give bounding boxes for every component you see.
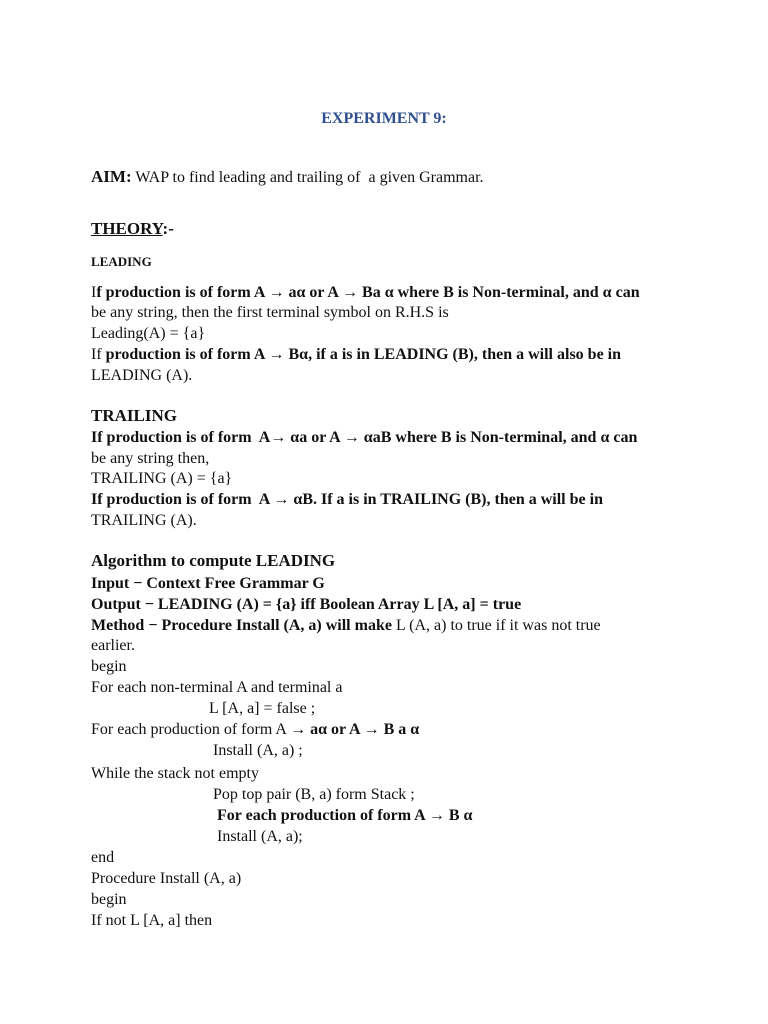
algorithm-output: Output − LEADING (A) = {a} iff Boolean Array L [A, a] = true (91, 596, 522, 613)
trailing-rule2-line2: TRAILING (A). (91, 512, 197, 529)
algorithm-heading: Algorithm to compute LEADING (91, 551, 336, 570)
code-for-production-text: For each production of form A → (91, 721, 311, 738)
aim-label: AIM: (91, 167, 132, 186)
leading-rule1 (91, 283, 640, 303)
code-for-each-production: For each production of form A → B α (217, 807, 473, 824)
aim-line (91, 167, 484, 188)
code-pop: Pop top pair (B, a) form Stack ; (213, 786, 415, 803)
trailing-rule1: If production is of form A→ αa or A → αaB where B is Non-terminal, and α can (91, 429, 638, 446)
trailing-rule1-line2: be any string then, (91, 450, 210, 467)
algorithm-method (91, 616, 601, 636)
leading-rule2 (91, 345, 621, 365)
page-title: EXPERIMENT 9: (321, 110, 447, 127)
code-begin: begin (91, 658, 127, 675)
code-procedure: Procedure Install (A, a) (91, 870, 242, 887)
theory-heading (91, 219, 174, 239)
leading-rule1-text: f production is of form A → aα or A → Ba α where B is Non-terminal, and α can (96, 284, 640, 301)
code-end: end (91, 849, 115, 866)
code-while: While the stack not empty (91, 765, 259, 782)
leading-rule1-result: Leading(A) = {a} (91, 325, 206, 342)
trailing-heading: TRAILING (91, 406, 177, 425)
leading-heading: LEADING (91, 254, 152, 269)
leading-rule1-line2: be any string, then the first terminal symbol on R.H.S is (91, 304, 449, 321)
algorithm-input: Input − Context Free Grammar G (91, 575, 325, 592)
leading-rule2-line2: LEADING (A). (91, 367, 193, 384)
code-for-production-form: aα or A → B a α (310, 721, 420, 738)
code-for-nonterminal: For each non-terminal A and terminal a (91, 679, 343, 696)
code-begin-2: begin (91, 891, 127, 908)
code-install-2: Install (A, a); (217, 828, 303, 845)
code-assign-false: L [A, a] = false ; (209, 700, 316, 717)
leading-rule2-prefix: If (91, 346, 106, 363)
trailing-rule1-result: TRAILING (A) = {a} (91, 470, 233, 487)
leading-rule1-initial: I (91, 284, 97, 301)
code-for-production (91, 720, 419, 740)
leading-rule2-text: production is of form A → Bα, if a is in LEADING (B), then a will also be in (105, 346, 622, 363)
trailing-rule2: If production is of form A → αB. If a is in TRAILING (B), then a will be in (91, 491, 603, 508)
algorithm-method-label: Method − Procedure Install (A, a) will make (91, 617, 392, 634)
code-if-not: If not L [A, a] then (91, 912, 213, 929)
theory-heading-suffix: :- (162, 219, 174, 238)
algorithm-method-rest: L (A, a) to true if it was not true (391, 617, 601, 634)
aim-text: WAP to find leading and trailing of a given Grammar. (131, 169, 484, 186)
theory-heading-text: THEORY (91, 219, 163, 238)
algorithm-method-line2: earlier. (91, 637, 135, 654)
code-install-1: Install (A, a) ; (213, 742, 303, 759)
